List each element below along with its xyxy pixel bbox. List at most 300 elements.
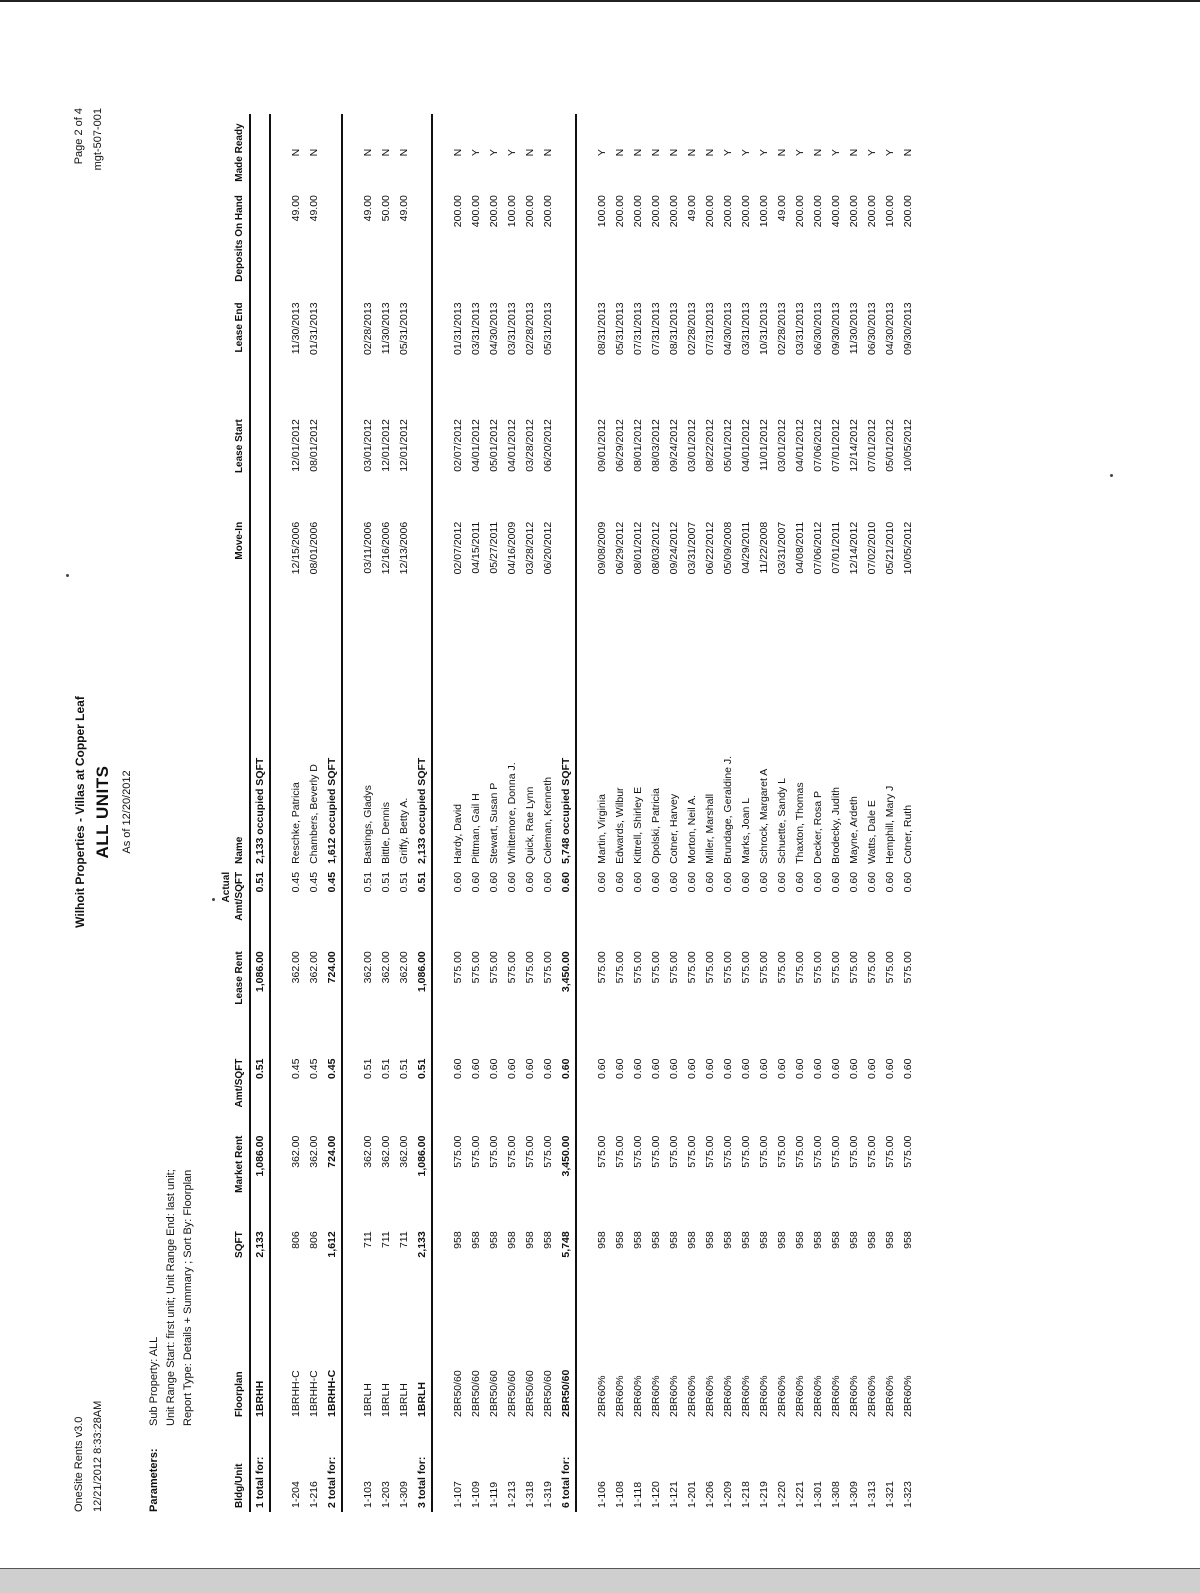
cell-made-ready: N — [452, 148, 464, 157]
cell-move-in: 05/27/2011 — [488, 521, 500, 574]
cell-amt-sqft: 0.60 — [668, 1058, 680, 1080]
cell-name: Thaxton, Thomas — [794, 782, 806, 864]
cell-floorplan: 2BR60% — [830, 1375, 842, 1417]
cell-lease-end: 03/31/2013 — [794, 302, 806, 355]
cell-floorplan: 2BR60% — [722, 1375, 734, 1417]
col-header-lease-start: Lease Start — [234, 419, 245, 474]
cell-deposits: 200.00 — [848, 195, 860, 228]
cell-name: Edwards, Wilbur — [614, 787, 626, 864]
cell-floorplan: 1BRLH — [398, 1383, 410, 1417]
cell-floorplan: 2BR50/60 — [452, 1370, 464, 1417]
cell-move-in: 12/14/2012 — [848, 521, 860, 575]
cell-sqft: 806 — [308, 1231, 320, 1249]
table-row — [539, 114, 557, 1512]
cell-amt-sqft: 0.51 — [380, 1058, 392, 1080]
cell-unit: 1-319 — [542, 1481, 554, 1508]
cell-lease-start: 06/20/2012 — [542, 419, 554, 472]
cell-floorplan: 2BR60% — [686, 1375, 698, 1417]
cell-lease-end: 07/31/2013 — [704, 302, 716, 355]
cell-floorplan: 2BR60% — [758, 1375, 770, 1417]
cell-floorplan: 1BRHH-C — [323, 1304, 342, 1421]
cell-lease-rent: 575.00 — [614, 951, 626, 984]
cell-move-in: 03/28/2012 — [524, 521, 536, 575]
table-row — [467, 114, 485, 1512]
cell-made-ready — [323, 114, 342, 191]
cell-amt-sqft: 0.60 — [470, 1058, 482, 1080]
units-table — [220, 114, 917, 1512]
cell-move-in — [250, 518, 270, 639]
cell-lease-rent: 3,450.00 — [557, 947, 576, 1054]
cell-unit: 1-313 — [866, 1481, 878, 1508]
cell-unit: 1-121 — [668, 1481, 680, 1508]
cell-amt-sqft: 0.60 — [524, 1058, 536, 1080]
floorplan-total-row — [323, 114, 342, 1512]
cell-deposits: 49.00 — [776, 195, 788, 222]
cell-market-rent: 575.00 — [470, 1135, 482, 1168]
cell-market-rent: 575.00 — [632, 1135, 644, 1168]
cell-lease-start: 03/01/2012 — [776, 419, 788, 472]
table-row — [863, 114, 881, 1512]
cell-lease-start: 10/05/2012 — [902, 419, 914, 472]
cell-lease-start: 03/01/2012 — [686, 419, 698, 472]
table-row — [881, 114, 899, 1512]
cell-name: Martin, Virginia — [596, 794, 608, 864]
cell-actual-amt-sqft: 0.60 — [542, 871, 554, 893]
cell-move-in: 04/08/2011 — [794, 521, 806, 574]
cell-lease-start: 08/03/2012 — [650, 419, 662, 472]
cell-name: Mayne, Ardeth — [848, 796, 860, 864]
cell-made-ready: Y — [794, 149, 806, 157]
cell-move-in: 09/24/2012 — [668, 521, 680, 575]
cell-sqft: 958 — [902, 1231, 914, 1249]
table-row — [719, 114, 737, 1512]
cell-lease-end: 07/31/2013 — [650, 302, 662, 355]
cell-lease-rent: 1,086.00 — [413, 947, 432, 1054]
cell-lease-end: 11/30/2013 — [290, 302, 302, 355]
cell-lease-rent: 575.00 — [668, 951, 680, 984]
cell-lease-end — [557, 298, 576, 415]
cell-sqft: 711 — [380, 1231, 392, 1249]
cell-amt-sqft: 0.45 — [323, 1055, 342, 1132]
cell-actual-amt-sqft: 0.60 — [740, 871, 752, 893]
cell-amt-sqft: 0.60 — [902, 1058, 914, 1080]
cell-sqft: 958 — [722, 1231, 734, 1249]
cell-lease-end: 04/30/2013 — [884, 302, 896, 355]
cell-deposits: 200.00 — [452, 195, 464, 228]
cell-sqft: 958 — [668, 1231, 680, 1249]
cell-name: Brundage, Geraldine J. — [722, 755, 734, 864]
cell-deposits: 100.00 — [758, 195, 770, 228]
cell-amt-sqft: 0.60 — [614, 1058, 626, 1080]
cell-sqft: 958 — [740, 1231, 752, 1249]
cell-lease-start: 07/01/2012 — [830, 419, 842, 472]
table-row — [611, 114, 629, 1512]
cell-unit: 1-119 — [488, 1481, 500, 1508]
cell-floorplan: 2BR60% — [794, 1375, 806, 1417]
cell-lease-rent: 575.00 — [866, 951, 878, 984]
cell-name: Reschke, Patricia — [290, 782, 302, 864]
cell-move-in: 07/02/2010 — [866, 521, 878, 575]
cell-made-ready: Y — [830, 149, 842, 157]
cell-amt-sqft: 0.51 — [398, 1058, 410, 1080]
cell-actual-amt-sqft: 0.60 — [902, 871, 914, 893]
cell-actual-amt-sqft: 0.60 — [596, 871, 608, 893]
cell-name: Opolski, Patricia — [650, 788, 662, 864]
cell-floorplan: 2BR60% — [668, 1375, 680, 1417]
cell-lease-rent: 1,086.00 — [250, 947, 270, 1054]
table-row — [899, 114, 917, 1512]
cell-made-ready: N — [650, 148, 662, 157]
cell-deposits: 200.00 — [524, 195, 536, 228]
cell-actual-amt-sqft: 0.60 — [557, 868, 576, 947]
cell-market-rent: 575.00 — [740, 1135, 752, 1168]
cell-lease-start: 05/01/2012 — [722, 419, 734, 472]
cell-unit: 1-206 — [704, 1481, 716, 1508]
cell-market-rent: 724.00 — [323, 1132, 342, 1228]
cell-actual-amt-sqft: 0.60 — [632, 871, 644, 893]
param-report-type: Report Type: Details + Summary ; Sort By: Floorplan — [182, 1169, 194, 1426]
floorplan-total-row — [413, 114, 432, 1512]
cell-floorplan: 2BR50/60 — [542, 1370, 554, 1417]
cell-sqft: 958 — [452, 1231, 464, 1249]
cell-actual-amt-sqft: 0.60 — [848, 871, 860, 893]
cell-move-in: 07/06/2012 — [812, 521, 824, 575]
cell-move-in: 03/11/2006 — [362, 521, 374, 574]
cell-market-rent: 1,086.00 — [250, 1132, 270, 1228]
cell-market-rent: 362.00 — [398, 1135, 410, 1168]
cell-market-rent: 575.00 — [884, 1135, 896, 1168]
cell-deposits: 49.00 — [398, 195, 410, 222]
cell-lease-start: 05/01/2012 — [488, 419, 500, 472]
cell-amt-sqft: 0.60 — [866, 1058, 878, 1080]
cell-floorplan: 2BR60% — [740, 1375, 752, 1417]
cell-unit: 1-309 — [398, 1481, 410, 1508]
cell-sqft: 958 — [884, 1231, 896, 1249]
cell-market-rent: 575.00 — [830, 1135, 842, 1168]
cell-unit: 1-318 — [524, 1481, 536, 1508]
cell-lease-start: 03/28/2012 — [524, 419, 536, 472]
cell-amt-sqft: 0.60 — [776, 1058, 788, 1080]
cell-move-in: 08/03/2012 — [650, 521, 662, 575]
col-header-floorplan: Floorplan — [234, 1371, 245, 1417]
cell-amt-sqft: 0.60 — [557, 1055, 576, 1132]
col-header-bldg-unit: Bldg/Unit — [234, 1463, 245, 1508]
cell-lease-start: 06/29/2012 — [614, 419, 626, 472]
cell-made-ready: Y — [758, 149, 770, 157]
cell-deposits — [250, 191, 270, 298]
parameters-lines — [146, 1169, 197, 1426]
cell-actual-amt-sqft: 0.60 — [758, 871, 770, 893]
table-row — [503, 114, 521, 1512]
cell-lease-end: 09/30/2013 — [830, 302, 842, 355]
cell-deposits: 200.00 — [632, 195, 644, 228]
cell-made-ready: N — [362, 148, 374, 157]
cell-name: Quick, Rae Lynn — [524, 786, 536, 864]
cell-move-in: 06/20/2012 — [542, 521, 554, 575]
table-body — [250, 114, 917, 1512]
cell-lease-rent: 575.00 — [830, 951, 842, 984]
cell-made-ready: N — [776, 148, 788, 157]
cell-deposits: 200.00 — [668, 195, 680, 228]
cell-made-ready: Y — [884, 149, 896, 157]
cell-name: Whittemore, Donna J. — [506, 762, 518, 864]
cell-deposits: 50.00 — [380, 195, 392, 222]
cell-lease-start: 07/06/2012 — [812, 419, 824, 472]
cell-move-in: 08/01/2006 — [308, 521, 320, 575]
cell-actual-amt-sqft: 0.45 — [323, 868, 342, 947]
cell-actual-amt-sqft: 0.45 — [290, 871, 302, 893]
cell-lease-end: 03/31/2013 — [740, 302, 752, 355]
cell-actual-amt-sqft: 0.60 — [650, 871, 662, 893]
cell-move-in: 04/29/2011 — [740, 521, 752, 574]
cell-actual-amt-sqft: 0.60 — [668, 871, 680, 893]
cell-lease-end: 02/28/2013 — [524, 302, 536, 355]
cell-lease-rent: 575.00 — [524, 951, 536, 984]
cell-floorplan: 1BRLH — [413, 1304, 432, 1421]
cell-market-rent: 575.00 — [704, 1135, 716, 1168]
cell-lease-end: 11/30/2013 — [848, 302, 860, 355]
cell-made-ready: N — [632, 148, 644, 157]
cell-sqft: 958 — [758, 1231, 770, 1249]
cell-floorplan: 1BRLH — [362, 1383, 374, 1417]
col-header-deposits: Deposits On Hand — [234, 195, 245, 282]
cell-lease-rent: 575.00 — [596, 951, 608, 984]
cell-lease-rent: 575.00 — [452, 951, 464, 984]
cell-name: Kittrell, Shirley E — [632, 786, 644, 864]
cell-deposits: 200.00 — [740, 195, 752, 228]
cell-actual-amt-sqft: 0.60 — [686, 871, 698, 893]
cell-lease-rent: 575.00 — [542, 951, 554, 984]
cell-made-ready: N — [542, 148, 554, 157]
cell-unit: 1-323 — [902, 1481, 914, 1508]
cell-amt-sqft: 0.60 — [542, 1058, 554, 1080]
cell-market-rent: 575.00 — [488, 1135, 500, 1168]
cell-made-ready: Y — [740, 149, 752, 157]
cell-deposits: 49.00 — [362, 195, 374, 222]
table-row — [449, 114, 467, 1512]
table-row — [755, 114, 773, 1512]
cell-floorplan: 2BR50/60 — [557, 1304, 576, 1421]
cell-amt-sqft: 0.45 — [308, 1058, 320, 1080]
spacer-row — [576, 114, 593, 1512]
cell-sqft: 958 — [650, 1231, 662, 1249]
cell-made-ready: N — [704, 148, 716, 157]
cell-lease-rent: 575.00 — [776, 951, 788, 984]
cell-amt-sqft: 0.60 — [632, 1058, 644, 1080]
col-header-made-ready: Made Ready — [234, 123, 245, 182]
table-row — [287, 114, 305, 1512]
cell-sqft: 806 — [290, 1231, 302, 1249]
spacer-cell — [576, 114, 593, 1512]
cell-made-ready: Y — [722, 149, 734, 157]
cell-lease-start — [413, 415, 432, 518]
cell-name: Chambers, Beverly D — [308, 764, 320, 864]
cell-market-rent: 1,086.00 — [413, 1132, 432, 1228]
cell-made-ready: N — [686, 148, 698, 157]
cell-made-ready: Y — [596, 149, 608, 157]
table-row — [377, 114, 395, 1512]
cell-market-rent: 575.00 — [902, 1135, 914, 1168]
cell-name: Miller, Marshall — [704, 793, 716, 864]
cell-unit: 1-216 — [308, 1481, 320, 1508]
cell-lease-start: 04/01/2012 — [506, 419, 518, 472]
table-row — [521, 114, 539, 1512]
cell-amt-sqft: 0.60 — [794, 1058, 806, 1080]
cell-amt-sqft: 0.60 — [506, 1058, 518, 1080]
cell-name: Hemphill, Mary J — [884, 785, 896, 864]
cell-deposits — [557, 191, 576, 298]
cell-amt-sqft: 0.60 — [884, 1058, 896, 1080]
table-row — [485, 114, 503, 1512]
cell-lease-end: 01/31/2013 — [308, 302, 320, 355]
cell-lease-rent: 575.00 — [848, 951, 860, 984]
cell-move-in: 05/21/2010 — [884, 521, 896, 575]
cell-name: 5,748 occupied SQFT — [557, 639, 576, 868]
cell-move-in: 12/13/2006 — [398, 521, 410, 575]
col-header-sqft: SQFT — [234, 1231, 245, 1258]
cell-actual-amt-sqft: 0.60 — [506, 871, 518, 893]
cell-market-rent: 575.00 — [776, 1135, 788, 1168]
cell-unit: 3 total for: — [413, 1421, 432, 1512]
spacer-cell — [270, 114, 287, 1512]
cell-floorplan: 1BRHH-C — [308, 1370, 320, 1417]
cell-unit: 1-213 — [506, 1481, 518, 1508]
cell-name: Pittman, Gail H — [470, 793, 482, 864]
cell-market-rent: 575.00 — [452, 1135, 464, 1168]
cell-floorplan: 2BR60% — [776, 1375, 788, 1417]
cell-market-rent: 575.00 — [866, 1135, 878, 1168]
cell-move-in: 03/31/2007 — [686, 521, 698, 575]
cell-move-in: 04/15/2011 — [470, 521, 482, 574]
property-title: Wilhoit Properties - Villas at Copper Leaf — [73, 696, 87, 928]
cell-actual-amt-sqft: 0.60 — [794, 871, 806, 893]
report-code: mgt-507-001 — [92, 108, 104, 171]
report-title-block — [70, 102, 138, 1522]
cell-lease-start: 12/01/2012 — [290, 419, 302, 472]
cell-deposits: 200.00 — [704, 195, 716, 228]
cell-actual-amt-sqft: 0.60 — [488, 871, 500, 893]
cell-unit: 1-219 — [758, 1481, 770, 1508]
cell-made-ready: N — [380, 148, 392, 157]
cell-sqft: 958 — [776, 1231, 788, 1249]
software-name: OneSite Rents v3.0 — [73, 1416, 85, 1512]
cell-lease-rent: 575.00 — [884, 951, 896, 984]
cell-amt-sqft: 0.60 — [686, 1058, 698, 1080]
cell-name: Schuette, Sandy L — [776, 778, 788, 864]
cell-actual-amt-sqft: 0.51 — [250, 868, 270, 947]
cell-sqft: 2,133 — [413, 1227, 432, 1304]
cell-lease-rent: 575.00 — [794, 951, 806, 984]
cell-deposits: 200.00 — [542, 195, 554, 228]
cell-made-ready: Y — [470, 149, 482, 157]
cell-sqft: 1,612 — [323, 1227, 342, 1304]
cell-actual-amt-sqft: 0.45 — [308, 871, 320, 893]
cell-sqft: 958 — [596, 1231, 608, 1249]
cell-lease-start: 03/01/2012 — [362, 419, 374, 472]
spacer-cell — [342, 114, 359, 1512]
cell-made-ready: N — [290, 148, 302, 157]
cell-made-ready: Y — [488, 149, 500, 157]
cell-lease-end: 05/31/2013 — [542, 302, 554, 355]
cell-unit: 1-107 — [452, 1481, 464, 1508]
cell-actual-amt-sqft: 0.60 — [452, 871, 464, 893]
cell-lease-start — [557, 415, 576, 518]
cell-actual-amt-sqft: 0.51 — [413, 868, 432, 947]
cell-deposits — [413, 191, 432, 298]
cell-floorplan: 1BRHH — [250, 1304, 270, 1421]
cell-move-in: 09/08/2009 — [596, 521, 608, 575]
cell-deposits: 400.00 — [830, 195, 842, 228]
cell-floorplan: 2BR50/60 — [506, 1370, 518, 1417]
report-subtitle: ALL UNITS — [93, 765, 112, 859]
table-row — [629, 114, 647, 1512]
cell-floorplan: 1BRLH — [380, 1383, 392, 1417]
table-row — [701, 114, 719, 1512]
cell-floorplan: 2BR60% — [650, 1375, 662, 1417]
cell-deposits: 400.00 — [470, 195, 482, 228]
cell-unit: 1-218 — [740, 1481, 752, 1508]
cell-unit: 1-221 — [794, 1481, 806, 1508]
cell-made-ready — [557, 114, 576, 191]
cell-market-rent: 575.00 — [758, 1135, 770, 1168]
cell-unit: 1-203 — [380, 1481, 392, 1508]
cell-sqft: 5,748 — [557, 1227, 576, 1304]
param-sub-property: Sub Property: ALL — [148, 1336, 160, 1426]
cell-name: 2,133 occupied SQFT — [413, 639, 432, 868]
cell-sqft: 958 — [542, 1231, 554, 1249]
cell-move-in — [323, 518, 342, 639]
cell-sqft: 711 — [362, 1231, 374, 1249]
as-of-date: As of 12/20/2012 — [121, 770, 133, 854]
cell-market-rent: 575.00 — [524, 1135, 536, 1168]
cell-actual-amt-sqft: 0.60 — [722, 871, 734, 893]
cell-lease-rent: 362.00 — [380, 951, 392, 984]
cell-sqft: 711 — [398, 1231, 410, 1249]
cell-move-in: 12/15/2006 — [290, 521, 302, 575]
cell-market-rent: 575.00 — [650, 1135, 662, 1168]
cell-lease-start: 04/01/2012 — [740, 419, 752, 472]
cell-name: Decker, Rosa P — [812, 790, 824, 864]
cell-unit: 1-108 — [614, 1481, 626, 1508]
cell-lease-start: 08/22/2012 — [704, 419, 716, 472]
cell-deposits: 100.00 — [884, 195, 896, 228]
cell-sqft: 958 — [632, 1231, 644, 1249]
rent-roll-report — [70, 102, 1120, 1522]
cell-actual-amt-sqft: 0.51 — [398, 871, 410, 893]
cell-name: Watts, Dale E — [866, 800, 878, 864]
cell-sqft: 958 — [488, 1231, 500, 1249]
cell-made-ready: N — [812, 148, 824, 157]
cell-amt-sqft: 0.60 — [650, 1058, 662, 1080]
col-header-lease-rent: Lease Rent — [234, 951, 245, 1005]
cell-deposits: 49.00 — [308, 195, 320, 222]
cell-lease-end: 02/28/2013 — [362, 302, 374, 355]
cell-actual-amt-sqft: 0.60 — [812, 871, 824, 893]
cell-floorplan: 2BR60% — [596, 1375, 608, 1417]
cell-lease-end: 11/30/2013 — [380, 302, 392, 355]
cell-deposits: 200.00 — [614, 195, 626, 228]
cell-unit: 1-204 — [290, 1481, 302, 1508]
cell-move-in: 04/16/2009 — [506, 521, 518, 575]
cell-lease-end — [413, 298, 432, 415]
cell-deposits: 200.00 — [794, 195, 806, 228]
cell-name: Schrock, Margaret A — [758, 768, 770, 864]
cell-lease-end: 05/31/2013 — [614, 302, 626, 355]
cell-amt-sqft: 0.60 — [758, 1058, 770, 1080]
cell-move-in: 11/22/2008 — [758, 521, 770, 574]
cell-unit: 1-109 — [470, 1481, 482, 1508]
cell-floorplan: 2BR50/60 — [488, 1370, 500, 1417]
